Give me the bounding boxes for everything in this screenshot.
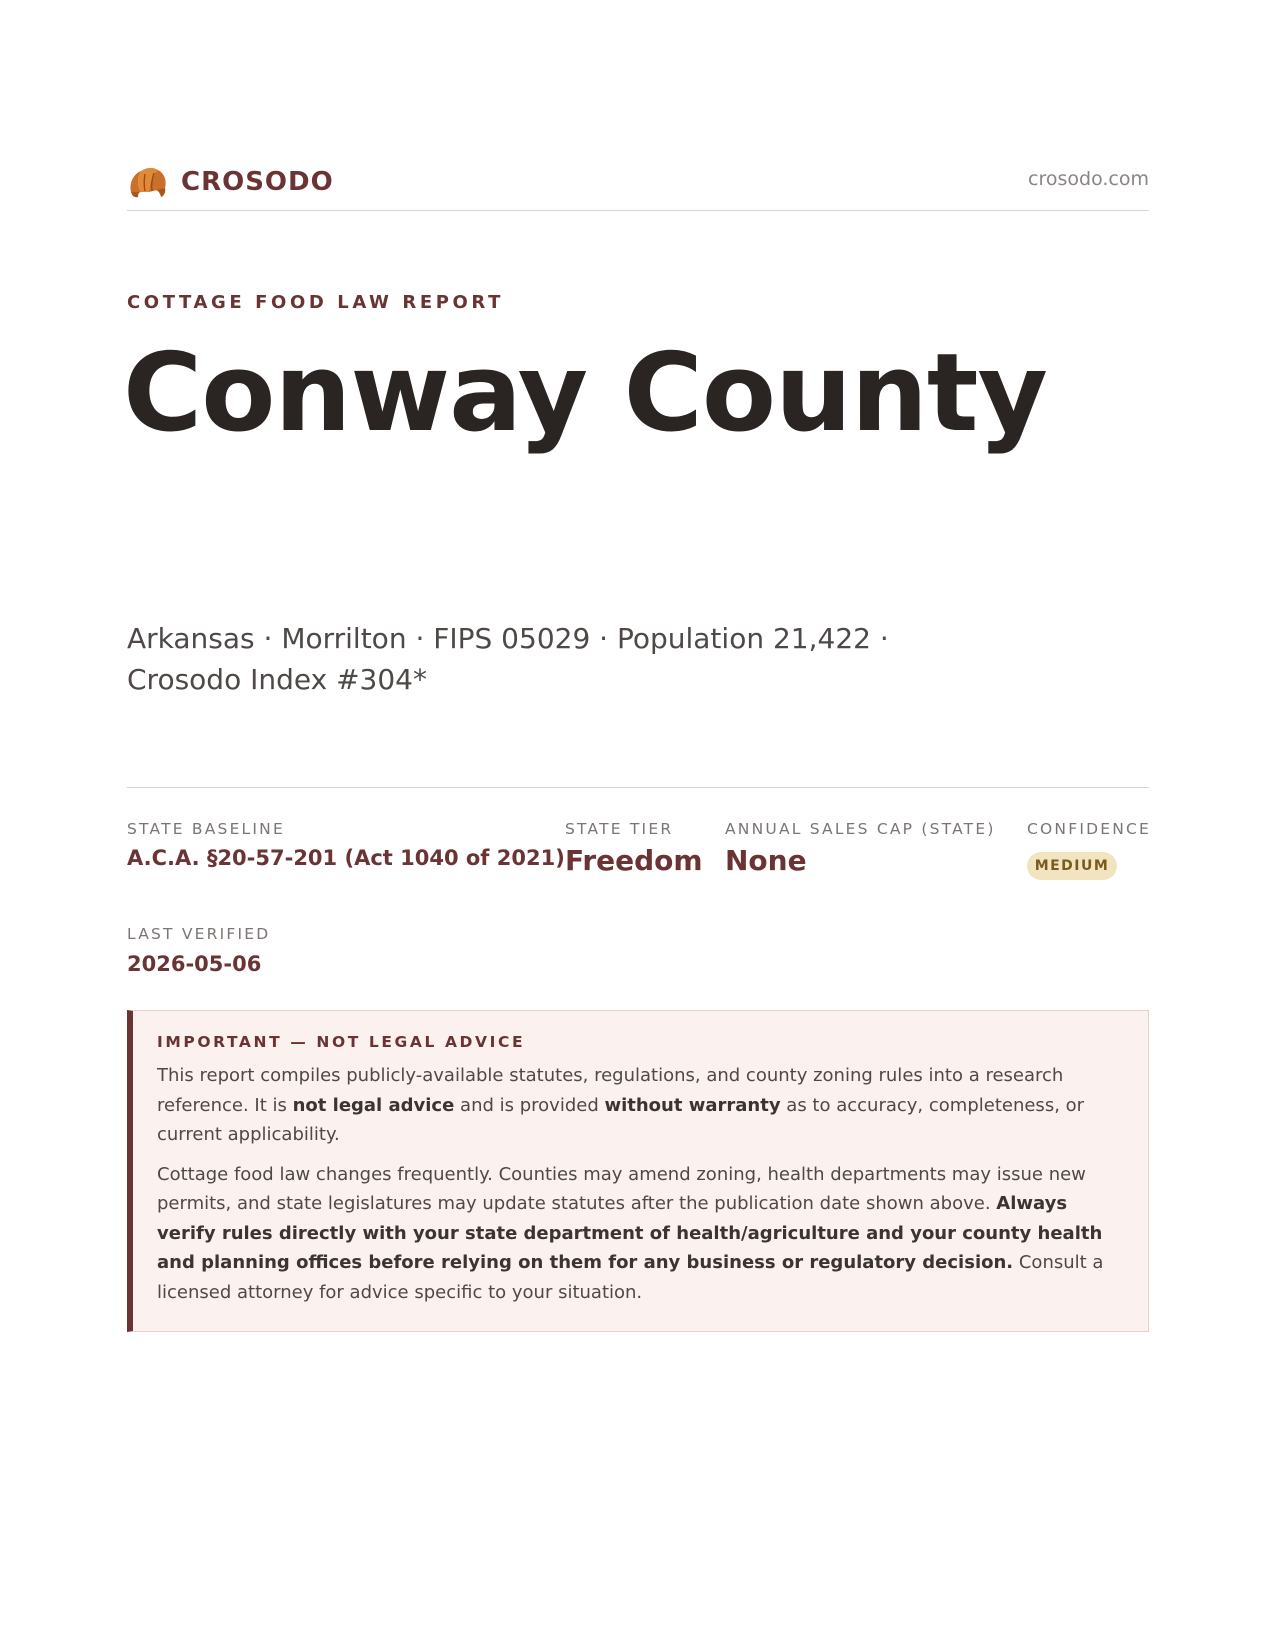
page-title: Conway County xyxy=(123,331,1047,456)
disclaimer-text: and is provided xyxy=(454,1094,605,1116)
section-divider xyxy=(127,787,1149,788)
last-verified-value: 2026-05-06 xyxy=(127,952,262,976)
state-tier-label: STATE TIER xyxy=(565,820,674,838)
state-baseline-value: A.C.A. §20-57-201 (Act 1040 of 2021) xyxy=(127,846,565,870)
legal-disclaimer xyxy=(127,1010,1149,1332)
last-verified-label: LAST VERIFIED xyxy=(127,925,271,943)
disclaimer-text: This report compiles publicly-available statutes, regulations, and county zoning rules into a research reference. It is xyxy=(157,1065,1064,1116)
confidence-label: CONFIDENCE xyxy=(1027,820,1152,838)
brand-name: CROSODO xyxy=(181,167,334,197)
state-baseline-label: STATE BASELINE xyxy=(127,820,285,838)
sales-cap-label: ANNUAL SALES CAP (STATE) xyxy=(725,820,996,838)
disclaimer-text: Cottage food law changes frequently. Counties may amend zoning, health departments may issue new permits, and state legislatures may update statutes after the publication date shown above. xyxy=(157,1163,1086,1214)
croissant-icon xyxy=(127,162,169,202)
report-header xyxy=(127,150,1149,211)
state-tier-value: Freedom xyxy=(565,844,703,877)
county-subtitle: Arkansas · Morrilton · FIPS 05029 · Population 21,422 · Crosodo Index #304* xyxy=(127,622,889,696)
sales-cap-value: None xyxy=(725,844,807,877)
brand-logo[interactable] xyxy=(127,162,334,202)
report-type-label: COTTAGE FOOD LAW REPORT xyxy=(127,292,504,313)
disclaimer-text: Consult a licensed attorney for advice specific to your situation. xyxy=(157,1252,1104,1303)
disclaimer-text: as to accuracy, completeness, or current applicability. xyxy=(157,1094,1085,1145)
confidence-badge: MEDIUM xyxy=(1027,852,1117,880)
disclaimer-emphasis: Always verify rules directly with your state department of health/agriculture and your county health and planning offices before relying on them for any business or regulatory decision. xyxy=(157,1193,1103,1273)
disclaimer-paragraph-1 xyxy=(157,1061,1122,1150)
disclaimer-emphasis: not legal advice xyxy=(292,1094,455,1116)
disclaimer-paragraph-2 xyxy=(157,1160,1122,1308)
site-url-link[interactable]: crosodo.com xyxy=(1028,168,1149,190)
report-page xyxy=(123,0,1152,1650)
disclaimer-emphasis: without warranty xyxy=(604,1094,781,1116)
disclaimer-heading: IMPORTANT — NOT LEGAL ADVICE xyxy=(157,1033,526,1051)
